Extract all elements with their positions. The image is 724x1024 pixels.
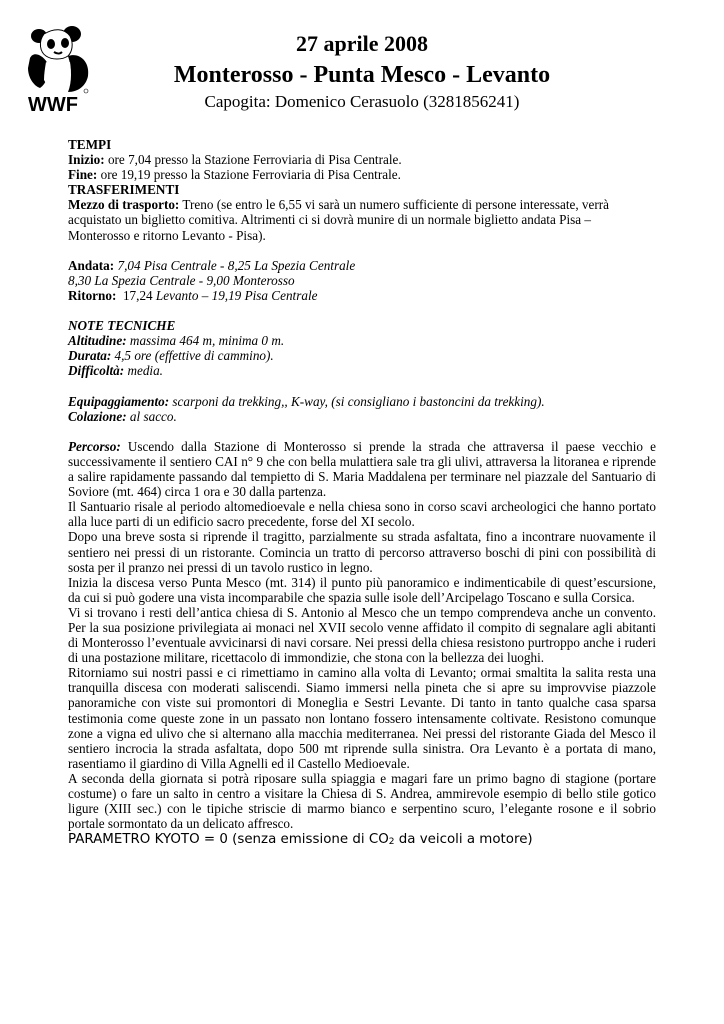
inizio-text: ore 7,04 presso la Stazione Ferroviaria di Pisa Centrale. (104, 152, 402, 168)
andata-line (68, 258, 656, 273)
ritorno-label: Ritorno: (68, 287, 117, 303)
percorso-paragraph-6: Ritorniamo sui nostri passi e ci rimettiamo in camino alla volta di Levanto; ormai smaltita la salita resta una tranquilla discesa con moderati saliscendi. Siamo immersi nella pineta che si apre su improvvise piazzole panoramiche con viste sui promontori di Moneglia e Sestri Levante. Di tanto in tanto qualche casa sparsa testimonia come queste zone in un passato non lontano fossero intensamente coltivate. Resistono comunque zone a vigna ed ulivo che si alternano alla macchia mediterranea. Nei pressi del ristorante Giada del Mesco il sentiero incrocia la strada asfaltata, dopo 500 mt riprende sulla sinistra. Ora Levanto è a portata di mano, rasentiamo il giardino di Villa Agnelli ed il Castello Medioevale. (68, 665, 656, 771)
percorso-paragraph-4: Inizia la discesa verso Punta Mesco (mt. 314) il punto più panoramico e indimenticabile di quest’escursione, da cui si può godere una vista incomparabile che spazia sulle isole dell’Arcipelago Toscano e sulla Corsica. (68, 574, 656, 605)
durata-label: Durata: (68, 348, 112, 364)
fine-line (68, 167, 656, 182)
altitudine-text: massima 464 m, minima 0 m. (126, 333, 285, 349)
percorso-label: Percorso: (68, 438, 121, 454)
kyoto-text-after: da veicoli a motore) (394, 832, 533, 848)
difficolta-text: media. (124, 363, 163, 379)
fine-label: Fine: (68, 167, 98, 183)
inizio-line (68, 152, 656, 167)
ritorno-line (68, 288, 656, 303)
colazione-line (68, 409, 656, 424)
difficolta-label: Difficoltà: (68, 363, 125, 379)
mezzo-text: Treno (se entro le 6,55 vi sarà un numero sufficiente di persone interessate, verrà acquistato un biglietto comitiva. Altrimenti ci si dovrà munire di un normale biglietto andata Pisa – Monterosso e ritorno Levanto - Pisa). (68, 197, 610, 243)
wwf-logo (24, 22, 96, 118)
percorso-text-1: Uscendo dalla Stazione di Monterosso si prende la strada che attraversa il paese vecchio e successivamente il sentiero CAI n° 9 che con bella mulattiera sale tra gli ulivi, attraversa la litoranea e riprende a salire rapidamente passando dal tempietto di S. Maria Maddalena per terminare nel piazzale del Santuario di Soviore (mt. 464) circa 1 ora e 30 dalla partenza. (68, 438, 656, 500)
andata-line-2: 8,30 La Spezia Centrale - 9,00 Monterosso (68, 272, 295, 288)
trip-leader: Capogita: Domenico Cerasuolo (3281856241) (204, 92, 520, 111)
ritorno-text: Levanto – 19,19 Pisa Centrale (155, 287, 318, 303)
equipaggiamento-text: scarponi da trekking,, K-way, (si consigliano i bastoncini da trekking). (169, 393, 545, 409)
andata-text: 7,04 Pisa Centrale - 8,25 La Spezia Centrale (114, 257, 356, 273)
percorso-paragraph-3: Dopo una breve sosta si riprende il tragitto, parzialmente su strada asfaltata, fino a incontrare nuovamente il sentiero nei pressi di un ristorante. Comincia un tratto di percorso attraverso boschi di pini con possibilità di sosta per il pranzo nei pressi di un tavolo rustico in legno. (68, 529, 656, 575)
section-heading-trasferimenti: TRASFERIMENTI (68, 182, 180, 198)
equipaggiamento-line (68, 394, 656, 409)
difficolta-line (68, 363, 656, 378)
section-heading-tempi: TEMPI (68, 137, 112, 152)
colazione-label: Colazione: (68, 408, 127, 424)
percorso-paragraph-7: A seconda della giornata si potrà riposare sulla spiaggia e magari fare un primo bagno di stagione (portare costume) o fare un salto in centro a visitare la Chiesa di S. Andrea, ammirevole esempio di bello stile gotico ligure (XIII sec.) con le tipiche striscie di marmo bianco e serpentino scuro, l’elegante rosone e il sobrio portale sormontato da un delicato affresco. (68, 770, 656, 832)
kyoto-parameter (68, 831, 656, 851)
kyoto-text-before: PARAMETRO KYOTO = 0 (senza emissione di CO (68, 832, 389, 848)
altitudine-line (68, 333, 656, 348)
equipaggiamento-label: Equipaggiamento: (68, 393, 170, 409)
ritorno-time: 17,24 (116, 287, 156, 303)
percorso-paragraph-1 (68, 439, 656, 499)
mezzo-paragraph (68, 197, 656, 242)
document-body (68, 137, 656, 851)
section-heading-note: NOTE TECNICHE (68, 318, 176, 334)
colazione-text: al sacco. (126, 408, 177, 424)
page-title: Monterosso - Punta Mesco - Levanto (173, 62, 551, 88)
wwf-wordmark: WWF (28, 94, 78, 116)
andata-label: Andata: (68, 257, 115, 273)
durata-line (68, 348, 656, 363)
fine-text: ore 19,19 presso la Stazione Ferroviaria di Pisa Centrale. (97, 167, 401, 183)
altitudine-label: Altitudine: (68, 333, 127, 349)
co2-subscript: 2 (388, 837, 395, 848)
percorso-paragraph-5: Vi si trovano i resti dell’antica chiesa di S. Antonio al Mesco che un tempo comprendeva anche un convento. Per la sua posizione privilegiata ai monaci nel XVII secolo venne affidato il compito di segnalare agli abitanti di Monterosso l’eventuale avvicinarsi di navi corsare. Nei pressi della chiesa resistono purtroppo anche i ruderi di una postazione militare, ricettacolo di immondizie, che stona con la bellezza dei luoghi. (68, 604, 656, 666)
mezzo-label: Mezzo di trasporto: (68, 197, 180, 213)
percorso-paragraph-2: Il Santuario risale al periodo altomedioevale e nella chiesa sono in corso scavi archeologici che hanno portato alla luce parti di un edificio sacro precedente, forse del XI secolo. (68, 499, 656, 530)
durata-text: 4,5 ore (effettive di cammino). (111, 348, 274, 364)
inizio-label: Inizio: (68, 152, 105, 168)
event-date: 27 aprile 2008 (296, 31, 428, 56)
